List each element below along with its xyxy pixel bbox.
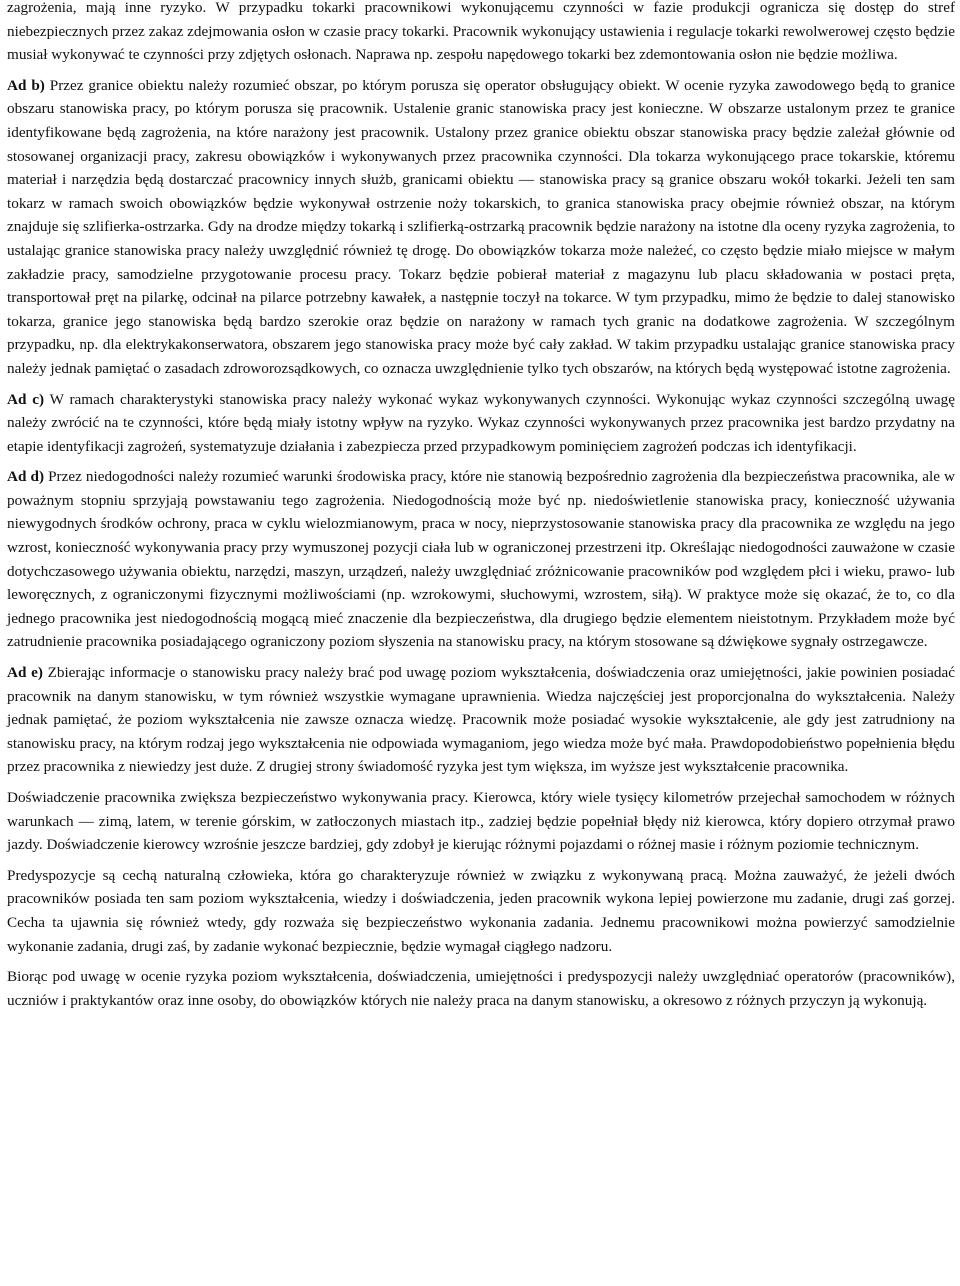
- paragraph-text: zagrożenia, mają inne ryzyko. W przypadku tokarki pracownikowi wykonującemu czynności w fazie produkcji ogranicza się dostęp do stref niebezpiecznych przez zakaz zdejmowania osłon w czasie pracy tokarki. Pracownik wykonujący ustawienia i regulacje tokarki rewolwerowej często będzie musiał wykonywać te czynności przy zdjętych osłonach. Naprawa np. zespołu napędowego tokarki bez zdemontowania osłon nie będzie możliwa.: [7, 0, 955, 64]
- paragraph-lead-ad-c: Ad c): [7, 390, 45, 408]
- paragraph-intro-continuation: [7, 0, 955, 67]
- paragraph-lead-ad-d: Ad d): [7, 468, 45, 486]
- paragraph-ad-d: [7, 465, 955, 654]
- paragraph-conclusion: [7, 965, 955, 1012]
- paragraph-text: Biorąc pod uwagę w ocenie ryzyka poziom wykształcenia, doświadczenia, umiejętności i predyspozycji należy uwzględniać operatorów (pracowników), uczniów i praktykantów oraz inne osoby, do obowiązków których nie należy praca na danym stanowisku, a okresowo z różnych przyczyn ją wykonują.: [7, 968, 955, 1009]
- paragraph-ad-e: [7, 661, 955, 779]
- paragraph-text: Predyspozycje są cechą naturalną człowieka, która go charakteryzuje również w związku z wykonywaną pracą. Można zauważyć, że jeżeli dwóch pracowników posiada ten sam poziom wykształcenia, wiedzy i doświadczenia, jeden pracownik wykona lepiej powierzone mu zadanie, drugi zaś gorzej. Cecha ta ujawnia się również wtedy, gdy rozważa się bezpieczeństwo wykonania zadania. Jednemu pracownikowi można powierzyć samodzielnie wykonanie zadania, drugi zaś, by zadanie wykonać bezpiecznie, będzie wymagał ciągłego nadzoru.: [7, 866, 955, 955]
- paragraph-ad-b: [7, 74, 955, 381]
- paragraph-ad-c: [7, 388, 955, 459]
- paragraph-lead-ad-b: Ad b): [7, 76, 45, 94]
- paragraph-text: Przez niedogodności należy rozumieć warunki środowiska pracy, które nie stanowią bezpośrednio zagrożenia dla bezpieczeństwa pracownika, ale w poważnym stopniu sprzyjają powstawaniu tego zagrożenia. Niedogodnością może być np. niedoświetlenie stanowiska pracy, konieczność używania niewygodnych środków ochrony, praca w cyklu wielozmianowym, praca w nocy, nieprzystosowanie stanowiska pracy dla pracownika ze względu na jego wzrost, konieczność wykonywania pracy przy wymuszonej pozycji ciała lub w ograniczonej przestrzeni itp. Określając niedogodności zauważone w czasie dotychczasowego używania obiektu, narzędzi, maszyn, urządzeń, należy uwzględniać zróżnicowanie pracowników pod względem płci i wieku, prawo- lub leworęcznych, z ograniczonymi fizycznymi możliwościami (np. wzrokowymi, słuchowymi, wzrostem, siłą). W praktyce może się okazać, że to, co dla jednego pracownika jest niedogodnością mogącą mieć znaczenie dla bezpieczeństwa, dla drugiego będzie elementem nieistotnym. Przykładem może być zatrudnienie pracownika posiadającego ograniczony poziom słyszenia na stanowisku pracy, na którym stosowane są dźwiękowe sygnały ostrzegawcze.: [7, 468, 956, 651]
- paragraph-text: Doświadczenie pracownika zwiększa bezpieczeństwo wykonywania pracy. Kierowca, który wiele tysięcy kilometrów przejechał samochodem w różnych warunkach — zimą, latem, w terenie górskim, w zatłoczonych miastach itp., zadziej będzie popełniał błędy niż kierowca, który dopiero otrzymał prawo jazdy. Doświadczenie kierowcy wzrośnie jeszcze bardziej, gdy zdobył je kierując różnymi pojazdami o różnej masie i różnym poziomie technicznym.: [7, 789, 955, 854]
- paragraph-experience: [7, 786, 955, 857]
- document-page: [7, 0, 955, 1019]
- paragraph-text: Zbierając informacje o stanowisku pracy należy brać pod uwagę poziom wykształcenia, doświadczenia oraz umiejętności, jakie powinien posiadać pracownik na danym stanowisku, w tym również wszystkie wymagane uprawnienia. Wiedza najczęściej jest proporcjonalna do wykształcenia. Należy jednak pamiętać, że poziom wykształcenia nie zawsze oznacza wiedzę. Pracownik może posiadać wysokie wykształcenie, ale gdy jest zatrudniony na stanowisku pracy, na którym rodzaj jego wykształcenia nie odpowiada wymaganiom, jego wiedza może być mała. Prawdopodobieństwo popełnienia błędu przez pracownika z niewiedzy jest duże. Z drugiej strony świadomość ryzyka jest tym większa, im wyższe jest wykształcenie pracownika.: [7, 664, 955, 776]
- paragraph-lead-ad-e: Ad e): [7, 664, 43, 682]
- paragraph-predispositions: [7, 864, 955, 958]
- paragraph-text: W ramach charakterystyki stanowiska pracy należy wykonać wykaz wykonywanych czynności. Wykonując wykaz czynności szczególną uwagę należy zwrócić na te czynności, które będą miały istotny wpływ na ryzyko. Wykaz czynności wykonywanych przez pracownika jest bardzo przydatny na etapie identyfikacji zagrożeń, systematyzuje działania i zabezpiecza przed przypadkowym pominięciem zagrożeń podczas ich identyfikacji.: [7, 390, 955, 455]
- paragraph-text: Przez granice obiektu należy rozumieć obszar, po którym porusza się operator obsługujący obiekt. W ocenie ryzyka zawodowego będą to granice obszaru stanowiska pracy, po którym porusza się pracownik. Ustalenie granic stanowiska pracy jest konieczne. W obszarze ustalonym przez te granice identyfikowane będą zagrożenia, na które narażony jest pracownik. Ustalony przez granice obiektu obszar stanowiska pracy będzie zależał głównie od stosowanej organizacji pracy, zakresu obowiązków i wykonywanych przez pracownika czynności. Dla tokarza wykonującego prace tokarskie, któremu materiał i narzędzia będą dostarczać pracownicy innych służb, granicami obiektu — stanowiska pracy są granice obszaru wokół tokarki. Jeżeli ten sam tokarz w ramach swoich obowiązków będzie wykonywał ostrzenie noży tokarskich, to granica stanowiska pracy obejmie również obszar, na którym znajduje się szlifierka-ostrzarka. Gdy na drodze między tokarką i szlifierką-ostrzarką pracownik będzie narażony na istotne dla oceny ryzyka zagrożenia, to ustalając granice stanowiska pracy należy uwzględnić również tę drogę. Do obowiązków tokarza może należeć, co często będzie miało miejsce w małym zakładzie pracy, samodzielne przygotowanie procesu pracy. Tokarz będzie pobierał materiał z magazynu lub placu składowania w postaci pręta, transportował pręt na pilarkę, odcinał na pilarce potrzebny kawałek, a następnie toczył na tokarce. W tym przypadku, mimo że będzie to dalej stanowisko tokarza, granice jego stanowiska będą bardzo szerokie oraz będzie on narażony w ramach tych granic na dodatkowe zagrożenia. W szczególnym przypadku, np. dla elektrykakonserwatora, obszarem jego stanowiska pracy może być cały zakład. W takim przypadku ustalając granice stanowiska pracy należy jednak pamiętać o zasadach zdroworozsądkowych, co oznacza uwzględnienie tylko tych obszarów, na których będą występować istotne zagrożenia.: [7, 76, 956, 377]
